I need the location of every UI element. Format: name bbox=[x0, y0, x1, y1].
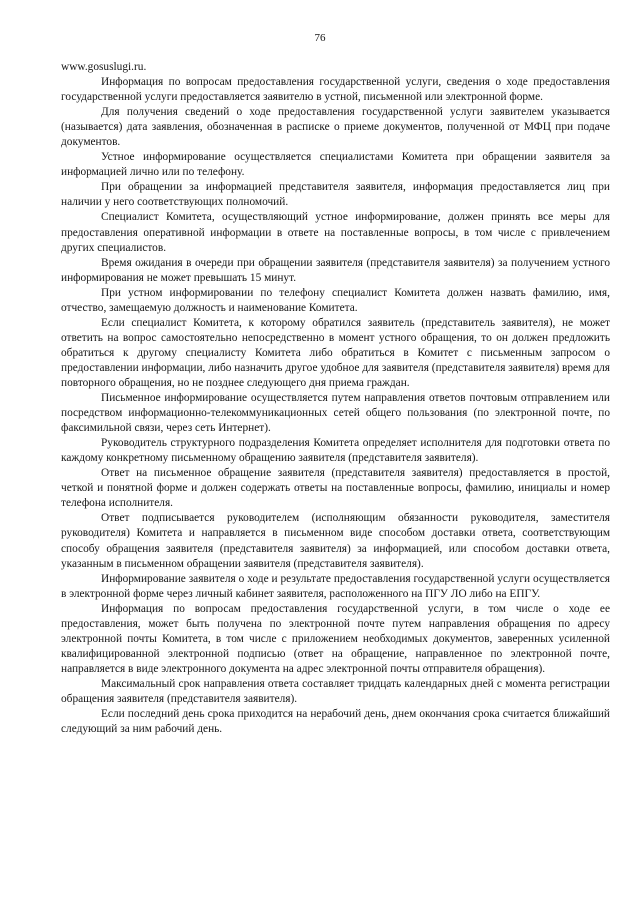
paragraph: Информация по вопросам предоставления государственной услуги, сведения о ходе предоставления государственной услуги предоставляется заявителю в устной, письменной или электронной форме. bbox=[61, 76, 610, 104]
paragraph-url: www.gosuslugi.ru. bbox=[61, 61, 147, 73]
paragraph: Информация по вопросам предоставления государственной услуги, в том числе о ходе ее предоставления, может быть получена по электронной почте путем направления обращения по адресу электронной почты Комитета, в том числе с приложением необходимых документов, заверенных усиленной квалифицированной электронной подписью (ответ на обращение, направленное по электронной почте, направляется в виде электронного документа на адрес электронной почты отправителя обращения). bbox=[61, 602, 610, 675]
paragraph: Если последний день срока приходится на нерабочий день, днем окончания срока считается ближайший следующий за ним рабочий день. bbox=[61, 708, 610, 736]
paragraph: Руководитель структурного подразделения Комитета определяет исполнителя для подготовки ответа по каждому конкретному письменному обращению заявителя (представителя заявителя). bbox=[61, 437, 610, 465]
paragraph: При устном информировании по телефону специалист Комитета должен назвать фамилию, имя, отчество, замещаемую должность и наименование Комитета. bbox=[61, 286, 610, 314]
paragraph: При обращении за информацией представителя заявителя, информация предоставляется лиц при наличии у него соответствующих полномочий. bbox=[61, 181, 610, 209]
paragraph: Ответ на письменное обращение заявителя (представителя заявителя) предоставляется в простой, четкой и понятной форме и должен содержать ответы на поставленные вопросы, фамилию, инициалы и номер телефона исполнителя. bbox=[61, 467, 610, 510]
paragraph: Если специалист Комитета, к которому обратился заявитель (представитель заявителя), не может ответить на вопрос самостоятельно непосредственно в момент устного обращения, то он должен предложить обратиться к другому специалисту Комитета либо обратиться в Комитет с письменным запросом о предоставлении информации, либо назначить другое удобное для заявителя (представителя заявителя) время для повторного обращения, но не позднее следующего дня приема граждан. bbox=[61, 316, 610, 389]
paragraph: Устное информирование осуществляется специалистами Комитета при обращении заявителя за информацией лично или по телефону. bbox=[61, 151, 610, 179]
paragraph: Письменное информирование осуществляется путем направления ответов почтовым отправлением или посредством информационно-телекоммуникационных сетей общего пользования (по электронной почте, по факсимильной связи, через сеть Интернет). bbox=[61, 392, 610, 435]
page-number: 76 bbox=[314, 32, 326, 44]
paragraph: Специалист Комитета, осуществляющий устное информирование, должен принять все меры для предоставления оперативной информации в ответе на поставленные вопросы, в том числе с привлечением других специалистов. bbox=[61, 211, 610, 254]
paragraph: Информирование заявителя о ходе и результате предоставления государственной услуги осуществляется в электронной форме через личный кабинет заявителя, расположенного на ПГУ ЛО либо на ЕПГУ. bbox=[61, 572, 610, 600]
paragraph: Ответ подписывается руководителем (исполняющим обязанности руководителя, заместителя руководителя) Комитета и направляется в письменном виде способом доставки ответа, соответствующим способу обращения заявителя (представителя заявителя) за информацией, или способом доставки ответа, указанным в письменном обращении заявителя (представителя заявителя). bbox=[61, 512, 610, 570]
paragraph: Для получения сведений о ходе предоставления государственной услуги заявителем указывается (называется) дата заявления, обозначенная в расписке о приеме документов, полученной от МФЦ при подаче документов. bbox=[61, 106, 610, 149]
document-body bbox=[61, 60, 610, 737]
paragraph: Максимальный срок направления ответа составляет тридцать календарных дней с момента регистрации обращения заявителя (представителя заявителя). bbox=[61, 677, 610, 705]
paragraph: Время ожидания в очереди при обращении заявителя (представителя заявителя) за получением устного информирования не может превышать 15 минут. bbox=[61, 256, 610, 284]
